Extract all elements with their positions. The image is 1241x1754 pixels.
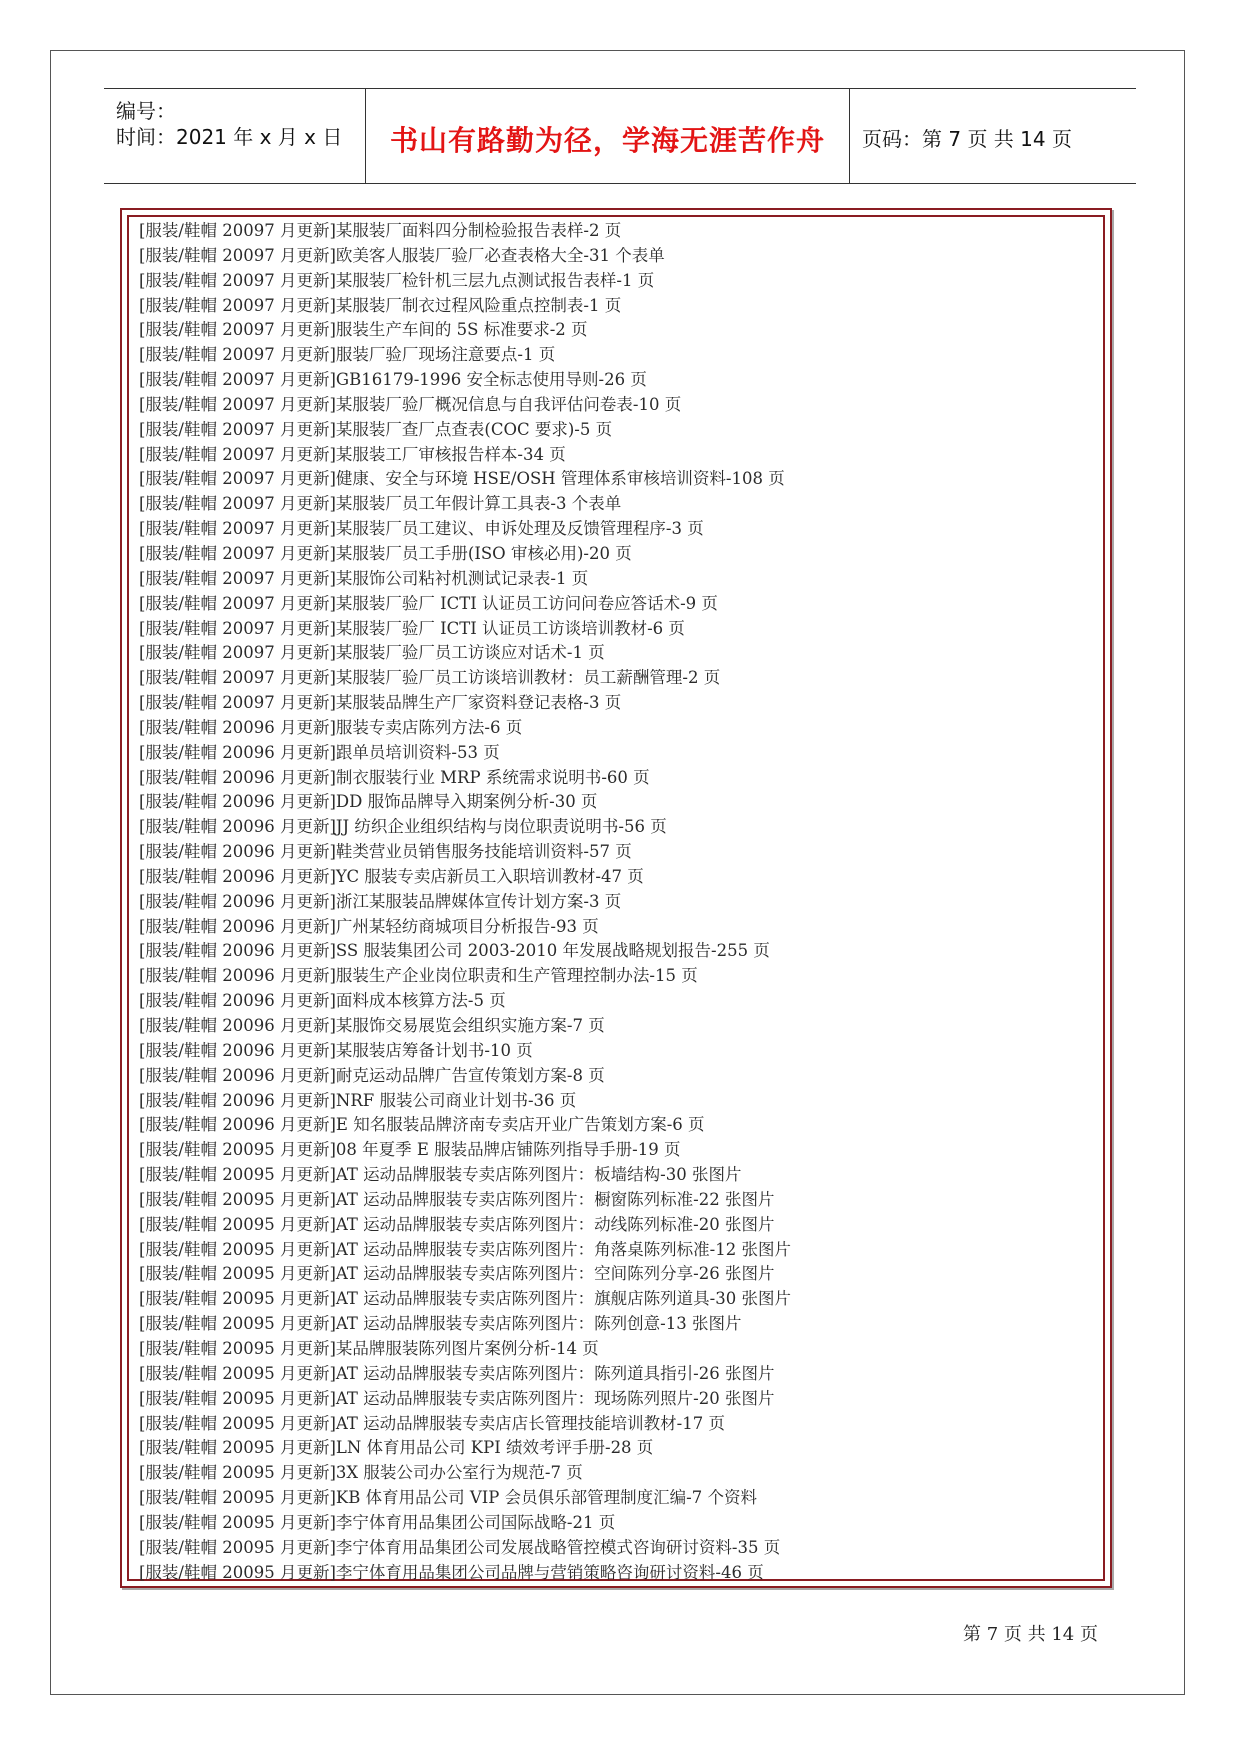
list-item: [服装/鞋帽 20097 月更新]某服装厂验厂概况信息与自我评估问卷表-10 页 (139, 394, 682, 414)
header-motto: 书山有路勤为径，学海无涯苦作舟 (389, 124, 825, 157)
list-item: [服装/鞋帽 20095 月更新]AT 运动品牌服装专卖店陈列图片：角落桌陈列标准-12 张图片 (139, 1239, 791, 1259)
list-item: [服装/鞋帽 20095 月更新]3X 服装公司办公室行为规范-7 页 (139, 1463, 583, 1483)
list-item: [服装/鞋帽 20097 月更新]服装厂验厂现场注意要点-1 页 (139, 345, 556, 365)
list-item: [服装/鞋帽 20096 月更新]跟单员培训资料-53 页 (139, 742, 500, 762)
list-item: [服装/鞋帽 20095 月更新]AT 运动品牌服装专卖店店长管理技能培训教材-17 页 (139, 1413, 725, 1433)
content-frame-inner (127, 215, 1105, 1581)
header-info-cell (104, 89, 366, 183)
list-item: [服装/鞋帽 20096 月更新]面料成本核算方法-5 页 (139, 991, 506, 1011)
list-item: [服装/鞋帽 20095 月更新]08 年夏季 E 服装品牌店铺陈列指导手册-19 页 (139, 1140, 681, 1160)
list-item: [服装/鞋帽 20095 月更新]李宁体育用品集团公司品牌与营销策略咨询研讨资料-46 页 (139, 1562, 764, 1582)
list-item: [服装/鞋帽 20097 月更新]某服装厂验厂 ICTI 认证员工访问问卷应答话术-9 页 (139, 593, 718, 613)
content-frame (120, 208, 1112, 1588)
list-item: [服装/鞋帽 20096 月更新]服装专卖店陈列方法-6 页 (139, 717, 523, 737)
page-footer: 第 7 页 共 14 页 (963, 1624, 1098, 1645)
list-item: [服装/鞋帽 20095 月更新]李宁体育用品集团公司国际战略-21 页 (139, 1512, 616, 1532)
list-item: [服装/鞋帽 20096 月更新]耐克运动品牌广告宣传策划方案-8 页 (139, 1065, 605, 1085)
list-item: [服装/鞋帽 20097 月更新]GB16179-1996 安全标志使用导则-26 页 (139, 370, 647, 390)
document-time-label: 时间：2021 年 x 月 x 日 (116, 125, 343, 149)
list-item: [服装/鞋帽 20095 月更新]AT 运动品牌服装专卖店陈列图片：陈列道具指引-26 张图片 (139, 1363, 775, 1383)
list-item: [服装/鞋帽 20095 月更新]某品牌服装陈列图片案例分析-14 页 (139, 1338, 599, 1358)
list-item: [服装/鞋帽 20097 月更新]欧美客人服装厂验厂必查表格大全-31 个表单 (139, 245, 665, 265)
header-page-number: 页码：第 7 页 共 14 页 (862, 127, 1072, 151)
list-item: [服装/鞋帽 20095 月更新]李宁体育用品集团公司发展战略管控模式咨询研讨资料-35 页 (139, 1537, 781, 1557)
list-item: [服装/鞋帽 20095 月更新]AT 运动品牌服装专卖店陈列图片：橱窗陈列标准-22 张图片 (139, 1189, 775, 1209)
list-item: [服装/鞋帽 20097 月更新]某服装工厂审核报告样本-34 页 (139, 444, 566, 464)
list-item: [服装/鞋帽 20096 月更新]E 知名服装品牌济南专卖店开业广告策划方案-6 页 (139, 1115, 705, 1135)
list-item: [服装/鞋帽 20097 月更新]某服装厂验厂员工访谈培训教材：员工薪酬管理-2 页 (139, 668, 721, 688)
list-item: [服装/鞋帽 20095 月更新]AT 运动品牌服装专卖店陈列图片：动线陈列标准-20 张图片 (139, 1214, 775, 1234)
list-item: [服装/鞋帽 20096 月更新]DD 服饰品牌导入期案例分析-30 页 (139, 792, 598, 812)
list-item: [服装/鞋帽 20097 月更新]某服装厂验厂 ICTI 认证员工访谈培训教材-6 页 (139, 618, 685, 638)
list-item: [服装/鞋帽 20095 月更新]AT 运动品牌服装专卖店陈列图片：现场陈列照片-20 张图片 (139, 1388, 775, 1408)
list-item: [服装/鞋帽 20096 月更新]某服装店筹备计划书-10 页 (139, 1040, 533, 1060)
list-item: [服装/鞋帽 20096 月更新]JJ 纺织企业组织结构与岗位职责说明书-56 页 (139, 817, 667, 837)
list-item: [服装/鞋帽 20096 月更新]浙江某服装品牌媒体宣传计划方案-3 页 (139, 891, 622, 911)
list-item: [服装/鞋帽 20096 月更新]服装生产企业岗位职责和生产管理控制办法-15 页 (139, 966, 698, 986)
header-page-cell (850, 89, 1136, 183)
page-header (104, 88, 1136, 184)
list-item: [服装/鞋帽 20097 月更新]健康、安全与环境 HSE/OSH 管理体系审核培训资料-108 页 (139, 469, 785, 489)
document-list (139, 219, 791, 1585)
list-item: [服装/鞋帽 20097 月更新]某服装厂检针机三层九点测试报告表样-1 页 (139, 270, 655, 290)
list-item: [服装/鞋帽 20095 月更新]AT 运动品牌服装专卖店陈列图片：旗舰店陈列道具-30 张图片 (139, 1289, 791, 1309)
list-item: [服装/鞋帽 20095 月更新]KB 体育用品公司 VIP 会员俱乐部管理制度汇编-7 个资料 (139, 1488, 757, 1508)
list-item: [服装/鞋帽 20096 月更新]广州某轻纺商城项目分析报告-93 页 (139, 916, 599, 936)
list-item: [服装/鞋帽 20096 月更新]某服饰交易展览会组织实施方案-7 页 (139, 1016, 605, 1035)
list-item: [服装/鞋帽 20096 月更新]鞋类营业员销售服务技能培训资料-57 页 (139, 842, 632, 862)
list-item: [服装/鞋帽 20095 月更新]AT 运动品牌服装专卖店陈列图片：板墙结构-30 张图片 (139, 1165, 742, 1185)
list-item: [服装/鞋帽 20095 月更新]AT 运动品牌服装专卖店陈列图片：空间陈列分享-26 张图片 (139, 1264, 775, 1284)
list-item: [服装/鞋帽 20097 月更新]某服饰公司粘衬机测试记录表-1 页 (139, 568, 589, 588)
list-item: [服装/鞋帽 20097 月更新]某服装厂面料四分制检验报告表样-2 页 (139, 221, 622, 240)
list-item: [服装/鞋帽 20097 月更新]某服装厂员工年假计算工具表-3 个表单 (139, 494, 622, 514)
list-item: [服装/鞋帽 20096 月更新]YC 服装专卖店新员工入职培训教材-47 页 (139, 866, 644, 886)
list-item: [服装/鞋帽 20097 月更新]某服装品牌生产厂家资料登记表格-3 页 (139, 693, 622, 713)
list-item: [服装/鞋帽 20097 月更新]服装生产车间的 5S 标准要求-2 页 (139, 320, 588, 340)
header-motto-cell (366, 89, 850, 183)
list-item: [服装/鞋帽 20096 月更新]NRF 服装公司商业计划书-36 页 (139, 1090, 577, 1110)
list-item: [服装/鞋帽 20096 月更新]制衣服装行业 MRP 系统需求说明书-60 页 (139, 767, 650, 787)
list-item: [服装/鞋帽 20095 月更新]LN 体育用品公司 KPI 绩效考评手册-28 页 (139, 1438, 654, 1458)
list-item: [服装/鞋帽 20097 月更新]某服装厂验厂员工访谈应对话术-1 页 (139, 643, 605, 663)
list-item: [服装/鞋帽 20097 月更新]某服装厂制衣过程风险重点控制表-1 页 (139, 295, 622, 315)
document-number-label: 编号： (116, 99, 176, 123)
list-item: [服装/鞋帽 20095 月更新]AT 运动品牌服装专卖店陈列图片：陈列创意-13 张图片 (139, 1314, 742, 1334)
list-item: [服装/鞋帽 20096 月更新]SS 服装集团公司 2003-2010 年发展战略规划报告-255 页 (139, 941, 770, 961)
list-item: [服装/鞋帽 20097 月更新]某服装厂查厂点查表(COC 要求)-5 页 (139, 419, 613, 439)
list-item: [服装/鞋帽 20097 月更新]某服装厂员工手册(ISO 审核必用)-20 页 (139, 543, 632, 563)
list-item: [服装/鞋帽 20097 月更新]某服装厂员工建议、申诉处理及反馈管理程序-3 页 (139, 519, 704, 539)
